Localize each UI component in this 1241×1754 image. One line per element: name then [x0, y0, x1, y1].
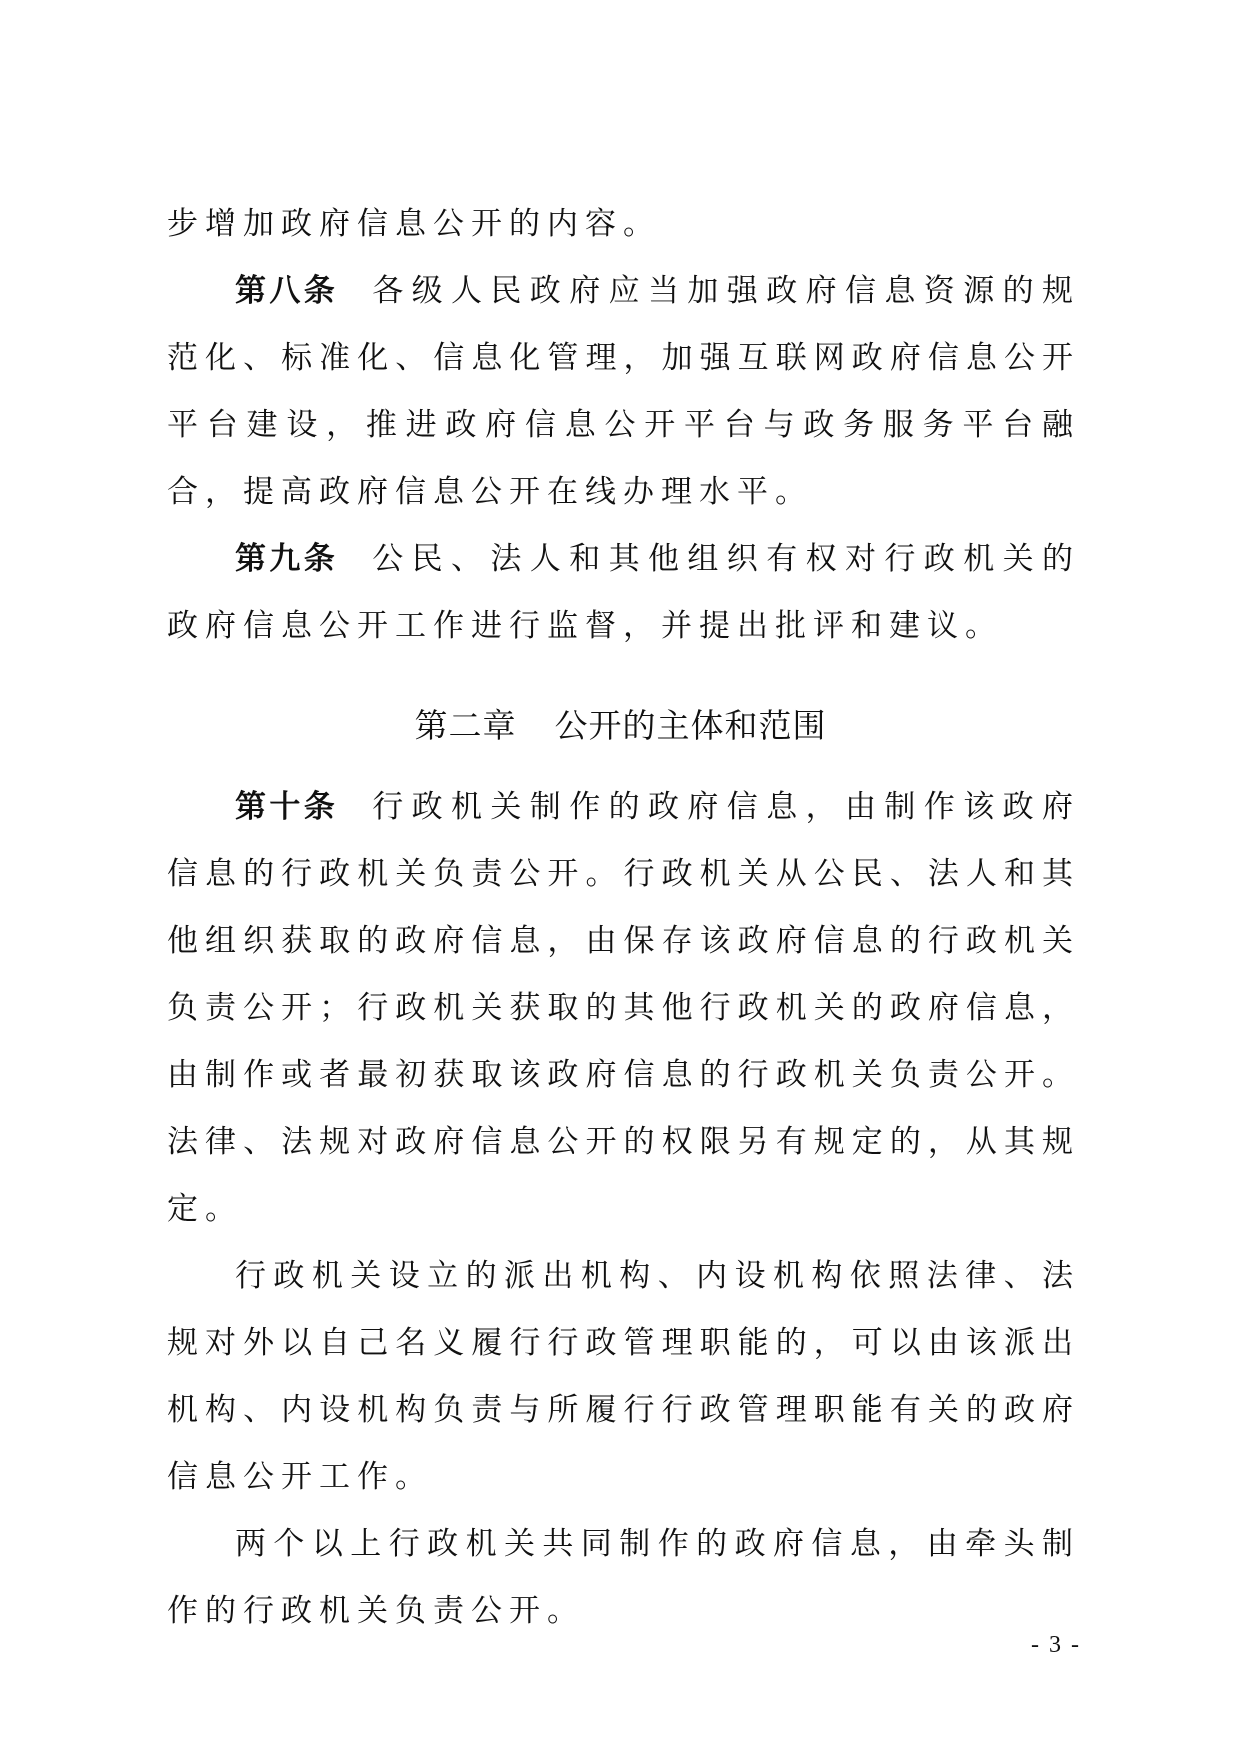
article-10-paragraph	[167, 774, 1080, 1243]
chapter-heading	[0, 700, 1241, 747]
article-10-third-paragraph: 两个以上行政机关共同制作的政府信息，由牵头制作的行政机关负责公开。	[167, 1526, 1080, 1629]
article-10-body: 行政机关制作的政府信息，由制作该政府信息的行政机关负责公开。行政机关从公民、法人和其他组织获取的政府信息，由保存该政府信息的行政机关负责公开；行政机关获取的其他行政机关的政府信息，由制作或者最初获取该政府信息的行政机关负责公开。法律、法规对政府信息公开的权限另有规定的，从其规定。	[167, 789, 1081, 1227]
continuation-paragraph: 步增加政府信息公开的内容。	[167, 206, 661, 242]
article-10-heading: 第十条	[235, 789, 339, 825]
article-8-heading: 第八条	[235, 273, 339, 309]
text-block-chapter-one-end	[167, 191, 1080, 660]
text-block-chapter-two	[167, 774, 1080, 1645]
article-9-heading: 第九条	[235, 541, 339, 577]
article-10-second-paragraph: 行政机关设立的派出机构、内设机构依照法律、法规对外以自己名义履行行政管理职能的，可以由该派出机构、内设机构负责与所履行行政管理职能有关的政府信息公开工作。	[167, 1258, 1080, 1495]
article-8-body: 各级人民政府应当加强政府信息资源的规范化、标准化、信息化管理，加强互联网政府信息公开平台建设，推进政府信息公开平台与政务服务平台融合，提高政府信息公开在线办理水平。	[167, 273, 1081, 510]
chapter-number: 第二章	[414, 706, 517, 745]
article-9-paragraph	[167, 526, 1080, 660]
chapter-title: 公开的主体和范围	[554, 706, 827, 745]
article-9-body: 公民、法人和其他组织有权对行政机关的政府信息公开工作进行监督，并提出批评和建议。	[167, 541, 1081, 644]
page-number: - 3 -	[1031, 1632, 1081, 1658]
article-8-paragraph	[167, 258, 1080, 526]
